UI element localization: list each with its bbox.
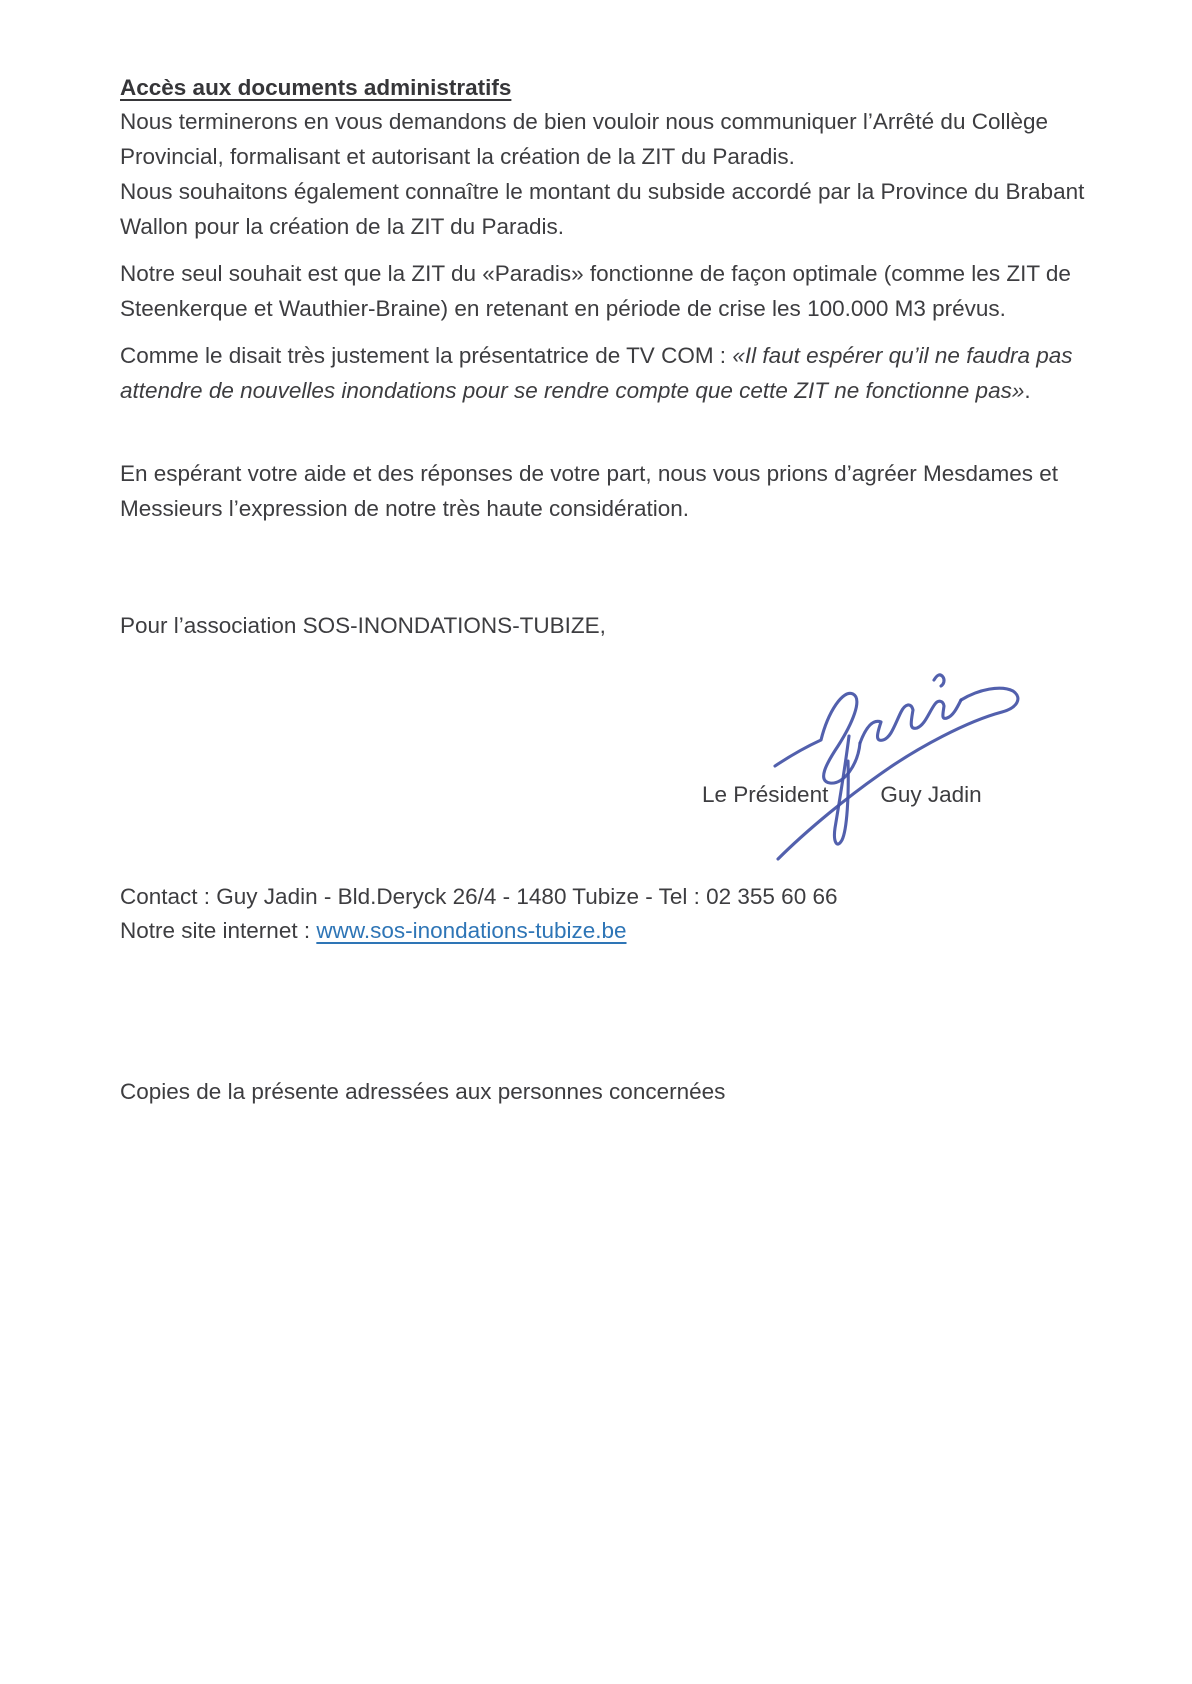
- copies-line: Copies de la présente adressées aux personnes concernées: [120, 1079, 726, 1104]
- quote-italic-text: «Il faut espérer qu’il ne faudra pas attendre de nouvelles inondations pour se rendre compte que cette ZIT ne fonctionne pas»: [120, 343, 1073, 403]
- website-link[interactable]: www.sos-inondations-tubize.be: [316, 918, 627, 943]
- signature-ink: [690, 628, 1050, 890]
- president-signature-line: [702, 777, 982, 812]
- paragraph-zit-wish: Notre seul souhait est que la ZIT du «Paradis» fonctionne de façon optimale (comme les ZIT de Steenkerque et Wauthier-Braine) en retenant en période de crise les 100.000 M3 prévus.: [120, 261, 1071, 321]
- association-line: Pour l’association SOS-INONDATIONS-TUBIZE,: [120, 613, 606, 638]
- request-arrete-text: Nous terminerons en vous demandons de bien vouloir nous communiquer l’Arrêté du Collège Provincial, formalisant et autorisant la création de la ZIT du Paradis.: [120, 109, 1049, 169]
- quote-close-text: .: [1024, 378, 1031, 403]
- contact-line: Contact : Guy Jadin - Bld.Deryck 26/4 - 1480 Tubize - Tel : 02 355 60 66: [120, 884, 838, 909]
- quote-intro-text: Comme le disait très justement la présentatrice de TV COM :: [120, 343, 733, 368]
- website-line: [120, 913, 1105, 948]
- website-label: Notre site internet :: [120, 918, 317, 943]
- paragraph-tvcom-quote: [120, 338, 1105, 408]
- paragraph-closing: En espérant votre aide et des réponses de votre part, nous vous prions d’agréer Mesdames et Messieurs l’expression de notre très haute considération.: [120, 461, 1059, 521]
- president-label: Le Président: [702, 782, 829, 807]
- request-subside-text: Nous souhaitons également connaître le montant du subside accordé par la Province du Brabant Wallon pour la création de la ZIT du Paradis.: [120, 179, 1085, 239]
- president-name: Guy Jadin: [880, 782, 982, 807]
- section-heading: Accès aux documents administratifs: [120, 75, 512, 100]
- paragraph-documents-request: [120, 104, 1105, 244]
